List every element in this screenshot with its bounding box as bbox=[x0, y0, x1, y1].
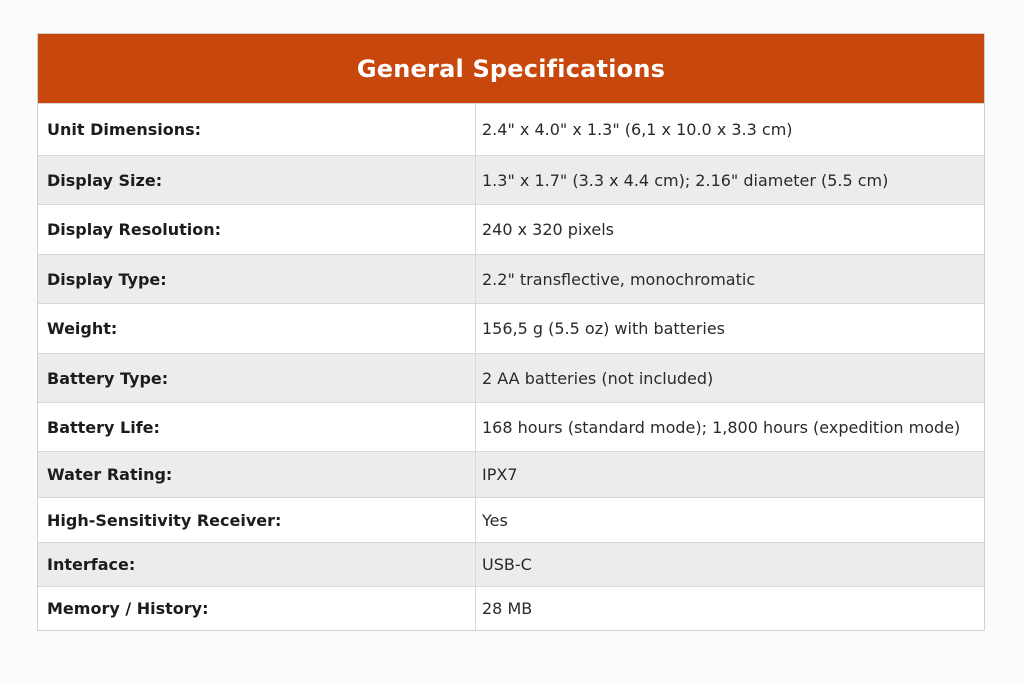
spec-label: Battery Life: bbox=[38, 403, 476, 451]
table-row bbox=[38, 451, 984, 497]
spec-value: 2.2" transflective, monochromatic bbox=[482, 269, 756, 289]
spec-label: Display Type: bbox=[38, 255, 476, 303]
table-row bbox=[38, 542, 984, 586]
spec-value: 156,5 g (5.5 oz) with batteries bbox=[482, 319, 726, 338]
table-row bbox=[38, 204, 984, 254]
spec-label: Weight: bbox=[38, 304, 476, 353]
table-row bbox=[38, 353, 984, 402]
specifications-table bbox=[37, 33, 985, 631]
table-title: General Specifications bbox=[38, 34, 984, 103]
spec-value: USB-C bbox=[482, 555, 532, 574]
spec-value: Yes bbox=[482, 510, 508, 530]
table-row bbox=[38, 155, 984, 204]
spec-label: Interface: bbox=[38, 543, 476, 586]
spec-label: Water Rating: bbox=[38, 452, 476, 497]
table-row bbox=[38, 254, 984, 303]
table-body bbox=[38, 103, 984, 630]
spec-label: Display Size: bbox=[38, 156, 476, 204]
spec-label: High-Sensitivity Receiver: bbox=[38, 498, 476, 542]
spec-label: Memory / History: bbox=[38, 587, 476, 630]
spec-value: 2 AA batteries (not included) bbox=[482, 368, 714, 388]
table-row bbox=[38, 303, 984, 353]
table-row bbox=[38, 103, 984, 155]
spec-label: Battery Type: bbox=[38, 354, 476, 402]
spec-value: IPX7 bbox=[482, 465, 518, 484]
spec-value: 240 x 320 pixels bbox=[482, 220, 615, 239]
spec-value: 28 MB bbox=[482, 599, 533, 618]
spec-label: Unit Dimensions: bbox=[38, 104, 476, 155]
spec-value: 1.3" x 1.7" (3.3 x 4.4 cm); 2.16" diameter (5.5 cm) bbox=[482, 170, 889, 190]
table-row bbox=[38, 586, 984, 630]
spec-value: 2.4" x 4.0" x 1.3" (6,1 x 10.0 x 3.3 cm) bbox=[482, 120, 793, 139]
table-row bbox=[38, 497, 984, 542]
table-row bbox=[38, 402, 984, 451]
spec-value: 168 hours (standard mode); 1,800 hours (expedition mode) bbox=[482, 417, 961, 437]
spec-label: Display Resolution: bbox=[38, 205, 476, 254]
